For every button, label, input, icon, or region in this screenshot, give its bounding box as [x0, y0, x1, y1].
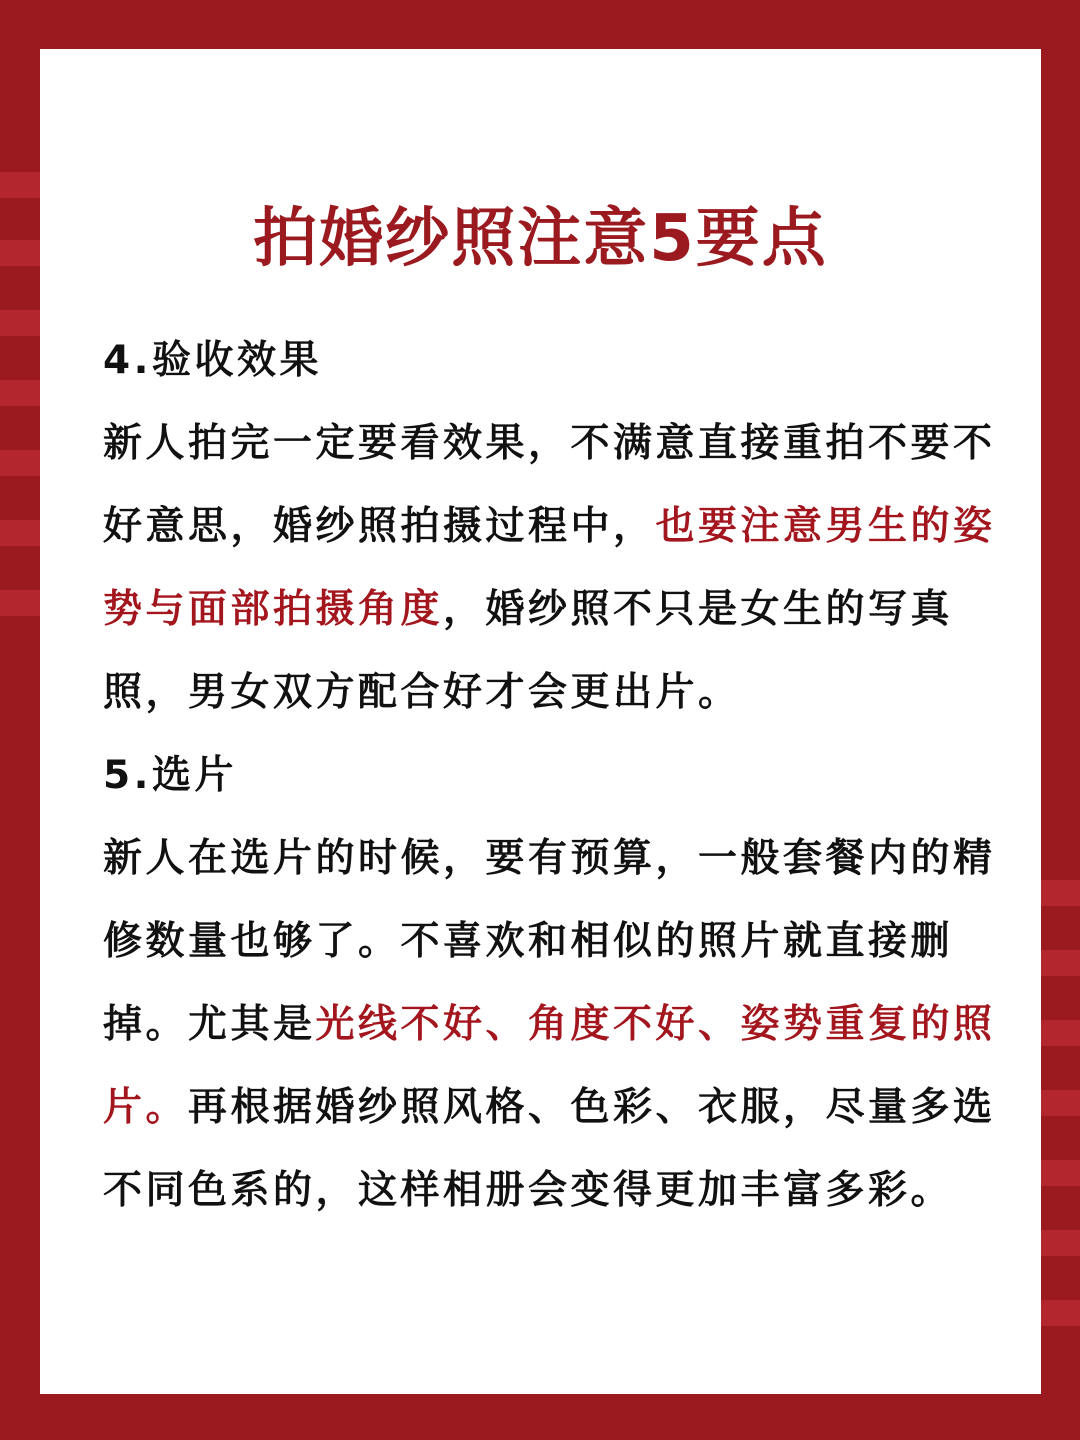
section-5-text-1: 新人在选片的时候，要有预算，一般套餐内的精修数量也够了。不喜欢和相似的照片就直接删掉。尤其是 — [103, 836, 996, 1047]
section-4-text-1: 新人拍完一定要看效果，不满意直接重拍不要不好意思，婚纱照拍摄过程中， — [103, 421, 996, 549]
section-4-text-2: ，婚纱照不只是女生的写真照，男女双方配合好才会更出片。 — [103, 587, 954, 715]
section-5-highlight: 光线不好、角度不好、姿势重复的照片。 — [103, 1002, 996, 1130]
section-5-paragraph — [103, 817, 1003, 1232]
section-5-heading: 5.选片 — [103, 753, 237, 798]
article-body — [103, 319, 1003, 1232]
page-title: 拍婚纱照注意5要点 — [253, 202, 828, 276]
content-card — [40, 49, 1041, 1394]
section-4-paragraph — [103, 402, 1003, 734]
section-4-highlight: 也要注意男生的姿势与面部拍摄角度 — [103, 504, 996, 632]
section-4-heading: 4.验收效果 — [103, 338, 322, 383]
section-5-text-2: 再根据婚纱照风格、色彩、衣服，尽量多选不同色系的，这样相册会变得更加丰富多彩。 — [103, 1085, 996, 1213]
